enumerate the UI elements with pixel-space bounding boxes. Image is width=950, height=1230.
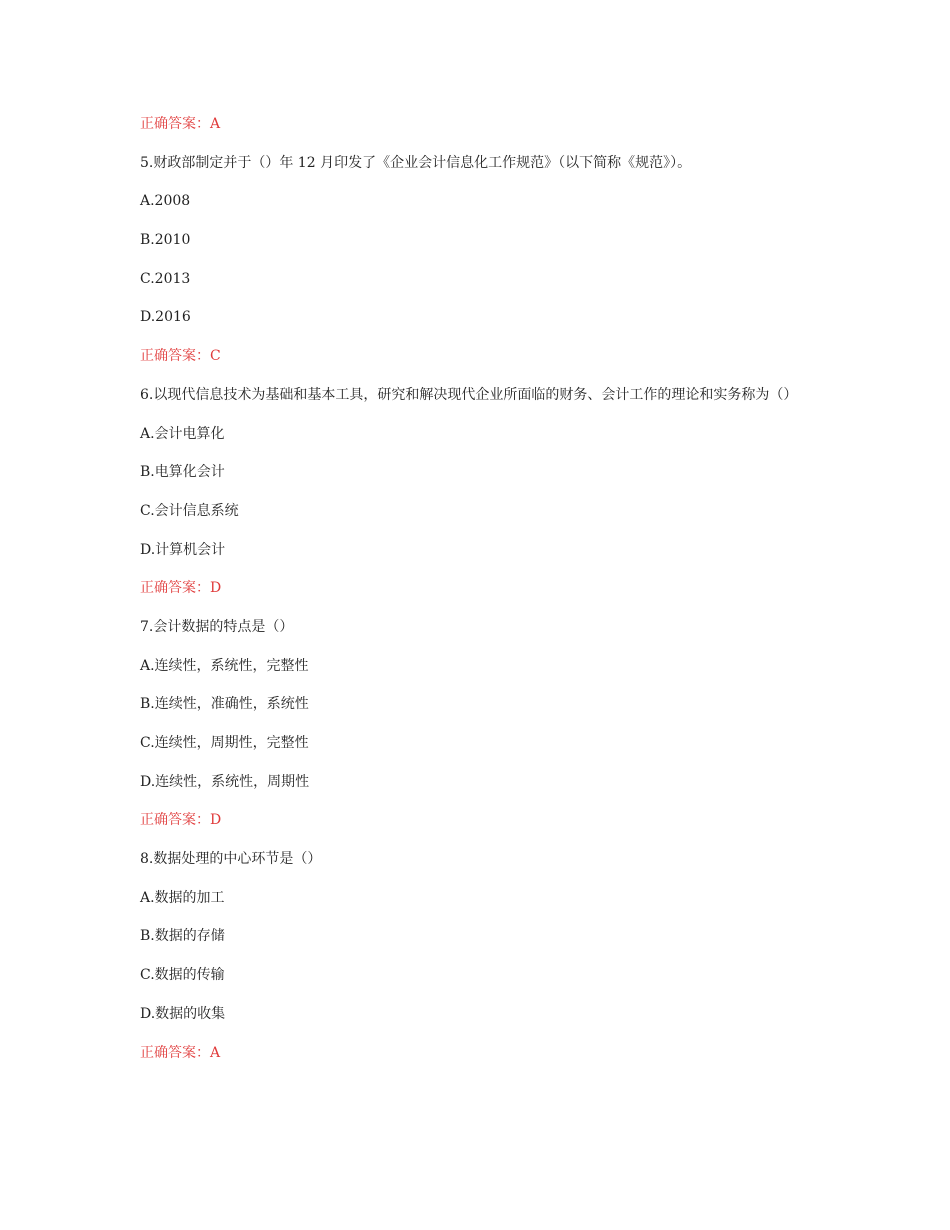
answer-q6: 正确答案：D (140, 580, 222, 597)
question-7-stem: 7.会计数据的特点是（） (140, 618, 294, 635)
answer-q4: 正确答案：A (140, 116, 221, 132)
question-6-option-c: C.会计信息系统 (140, 502, 239, 519)
question-6-stem: 6.以现代信息技术为基础和基本工具，研究和解决现代企业所面临的财务、会计工作的理论和实务称为（） (140, 386, 798, 403)
question-5-option-c: C.2013 (140, 270, 191, 287)
question-8-stem: 8.数据处理的中心环节是（） (140, 851, 322, 868)
question-8-option-d: D.数据的收集 (140, 1005, 226, 1022)
question-8-option-a: A.数据的加工 (140, 889, 225, 906)
question-8-option-b: B.数据的存储 (140, 928, 225, 945)
question-7-option-c: C.连续性，周期性，完整性 (140, 735, 309, 751)
question-6-option-a: A.会计电算化 (140, 425, 225, 442)
question-5-option-b: B.2010 (140, 232, 191, 249)
answer-q5: 正确答案：C (140, 348, 221, 365)
question-7-option-d: D.连续性，系统性，周期性 (140, 773, 310, 790)
answer-q7: 正确答案：D (140, 812, 222, 829)
question-7-option-b: B.连续性，准确性，系统性 (140, 696, 309, 713)
question-5-option-d: D.2016 (140, 309, 191, 326)
question-8-option-c: C.数据的传输 (140, 967, 225, 984)
question-5-option-a: A.2008 (140, 193, 191, 210)
question-5-stem: 5.财政部制定并于（）年 12 月印发了《企业会计信息化工作规范》（以下简称《规范》）。 (140, 154, 692, 171)
question-7-option-a: A.连续性，系统性，完整性 (140, 657, 309, 674)
question-6-option-d: D.计算机会计 (140, 541, 226, 558)
question-6-option-b: B.电算化会计 (140, 464, 225, 481)
answer-q8: 正确答案：A (140, 1044, 221, 1061)
document-page (140, 113, 820, 1080)
